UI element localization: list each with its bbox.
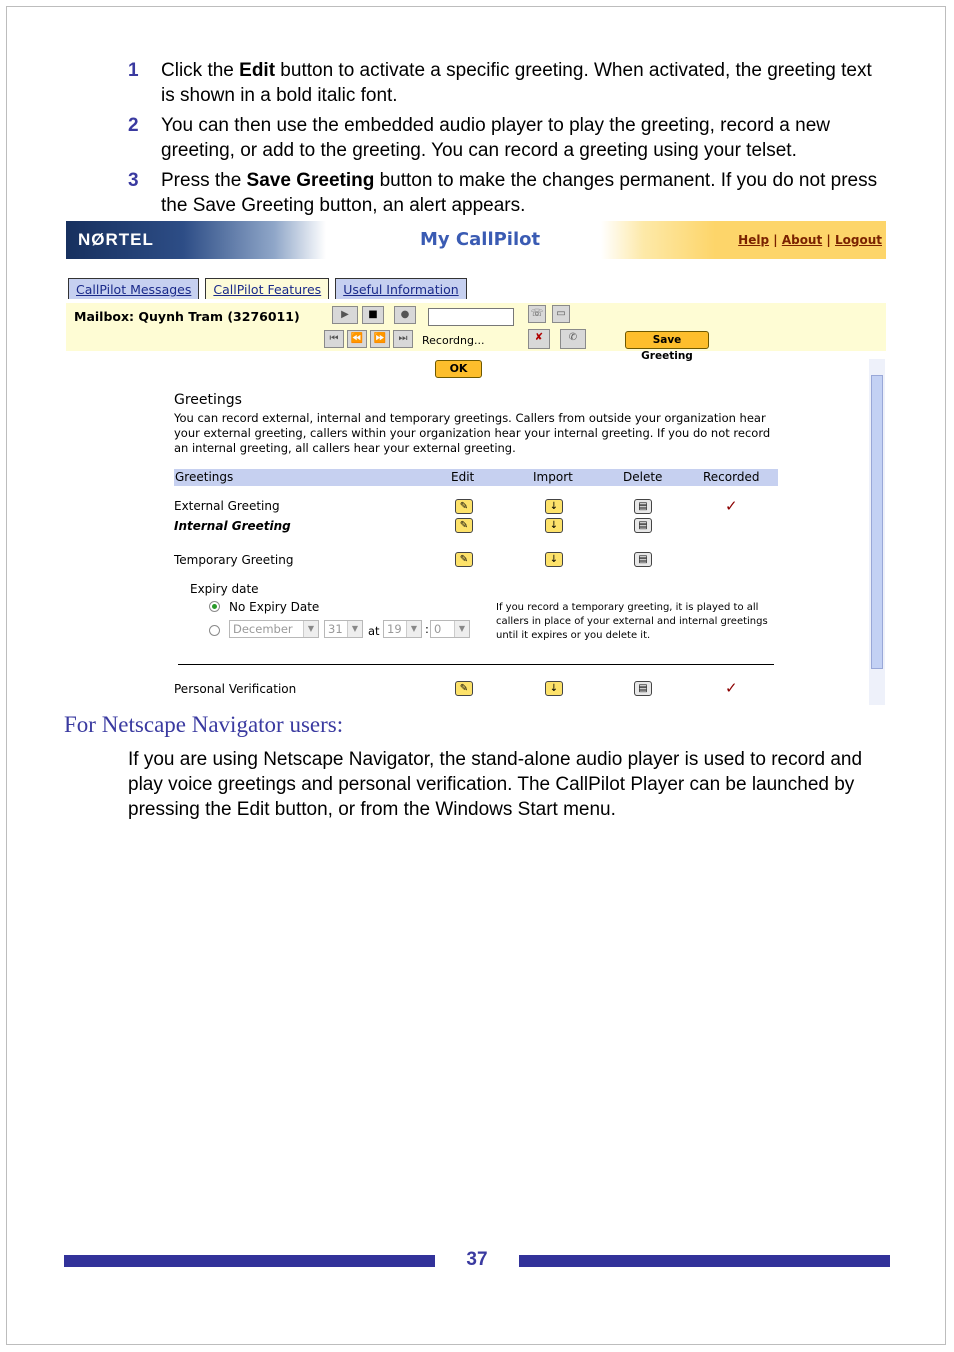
netscape-heading: For Netscape Navigator users: [64,712,344,737]
link-separator: | [773,233,778,247]
about-link[interactable]: About [781,233,823,247]
footer-bar-left [64,1255,435,1267]
import-icon[interactable]: ↓ [545,552,563,567]
link-separator: | [826,233,831,247]
step-2 [128,113,888,163]
header-recorded: Recorded [703,470,760,484]
step-1 [128,58,888,108]
step-text: You can then use the embedded audio player to play the greeting, record a new greeting, or add to the greeting. You can record a greeting using your telset. [161,115,830,161]
ok-button[interactable]: OK [435,360,482,378]
no-expiry-label: No Expiry Date [229,600,320,614]
divider [178,664,774,665]
rewind-start-icon[interactable]: ⏮ [324,330,344,348]
rewind-icon[interactable]: ⏪ [347,330,367,348]
greetings-description: You can record external, internal and temporary greetings. Callers from outside your organization hear your external greeting, callers within your organization hear your internal greeting. If you do not record an internal greeting, all callers hear your external greeting. [174,411,771,455]
stop-icon[interactable]: ■ [362,306,384,324]
record-icon[interactable]: ● [394,306,416,324]
recorded-check-icon: ✓ [725,497,738,515]
expiry-date-radio[interactable] [209,625,220,636]
temporary-greeting-label: Temporary Greeting [174,553,294,567]
player-toolbar [66,303,886,362]
chevron-down-icon: ▼ [406,621,421,637]
scrollbar[interactable] [869,359,885,705]
netscape-paragraph: If you are using Netscape Navigator, the stand-alone audio player is used to record and play voice greetings and personal verification. The CallPilot Player can be launched by pressing the Edit button, or from the Windows Start menu. [128,749,863,820]
mailbox-label: Mailbox: Quynh Tram (3276011) [74,309,300,324]
page-number: 37 [466,1249,488,1270]
step-number: 2 [128,115,139,136]
tab-bar [68,278,467,299]
external-greeting-label: External Greeting [174,499,280,513]
step-number: 1 [128,60,139,81]
fast-forward-icon[interactable]: ⏩ [370,330,390,348]
step-text: Press the Save Greeting button to make the changes permanent. If you do not press the Save Greeting button, an alert appears. [161,170,878,216]
forward-end-icon[interactable]: ⏭ [393,330,413,348]
import-icon[interactable]: ↓ [545,681,563,696]
greetings-title: Greetings [174,392,242,408]
edit-pencil-icon[interactable]: ✎ [455,681,473,696]
footer-bar-right [519,1255,890,1267]
chevron-down-icon: ▼ [454,621,469,637]
minute-select[interactable]: 0 ▼ [430,620,470,638]
instruction-steps [128,58,888,223]
logo-area [66,221,326,259]
delete-trash-icon[interactable]: ▤ [634,518,652,533]
progress-field [428,308,514,326]
computer-icon[interactable]: ▭ [552,305,570,323]
delete-trash-icon[interactable]: ▤ [634,552,652,567]
header-links [738,233,882,247]
at-label: at [368,624,380,638]
banner [66,221,886,259]
import-icon[interactable]: ↓ [545,518,563,533]
edit-pencil-icon[interactable]: ✎ [455,552,473,567]
tab-useful-information[interactable]: Useful Information [335,278,466,299]
app-title: My CallPilot [420,229,541,250]
recorded-check-icon: ✓ [725,679,738,697]
header-import: Import [533,470,573,484]
step-3 [128,168,888,218]
chevron-down-icon: ▼ [347,621,362,637]
tab-callpilot-messages[interactable]: CallPilot Messages [68,278,199,299]
edit-pencil-icon[interactable]: ✎ [455,518,473,533]
personal-verification-label: Personal Verification [174,682,297,696]
header-greetings: Greetings [175,470,234,484]
header-edit: Edit [451,470,475,484]
call-icon[interactable]: ✆ [560,329,586,349]
callpilot-screenshot [66,221,886,707]
month-select[interactable]: December ▼ [229,620,319,638]
header-delete: Delete [623,470,663,484]
day-select[interactable]: 31 ▼ [324,620,363,638]
phone-icon[interactable]: ☏ [528,305,546,323]
delete-trash-icon[interactable]: ▤ [634,499,652,514]
play-icon[interactable]: ▶ [332,306,358,324]
hang-up-icon[interactable]: ✘ [528,329,550,349]
time-colon: : [425,622,429,636]
internal-greeting-label: Internal Greeting [174,519,291,533]
tab-callpilot-features[interactable]: CallPilot Features [205,278,329,299]
save-greeting-button[interactable]: Save Greeting [625,331,709,349]
links-area [601,221,886,259]
temporary-greeting-note: If you record a temporary greeting, it is played to all callers in place of your external and internal greetings until it expires or you delete it. [496,602,768,641]
nortel-logo: NØRTEL [78,230,154,249]
help-link[interactable]: Help [738,233,770,247]
expiry-date-label: Expiry date [190,582,259,596]
step-number: 3 [128,170,139,191]
scroll-thumb[interactable] [871,375,883,669]
greetings-table-header [174,469,778,486]
chevron-down-icon: ▼ [303,621,318,637]
import-icon[interactable]: ↓ [545,499,563,514]
logout-link[interactable]: Logout [834,233,882,247]
edit-pencil-icon[interactable]: ✎ [455,499,473,514]
delete-trash-icon[interactable]: ▤ [634,681,652,696]
step-text: Click the Edit button to activate a specific greeting. When activated, the greeting text is shown in a bold italic font. [161,60,872,106]
no-expiry-radio[interactable] [209,601,220,612]
hour-select[interactable]: 19 ▼ [383,620,422,638]
player-status: Recordng... [422,334,485,347]
